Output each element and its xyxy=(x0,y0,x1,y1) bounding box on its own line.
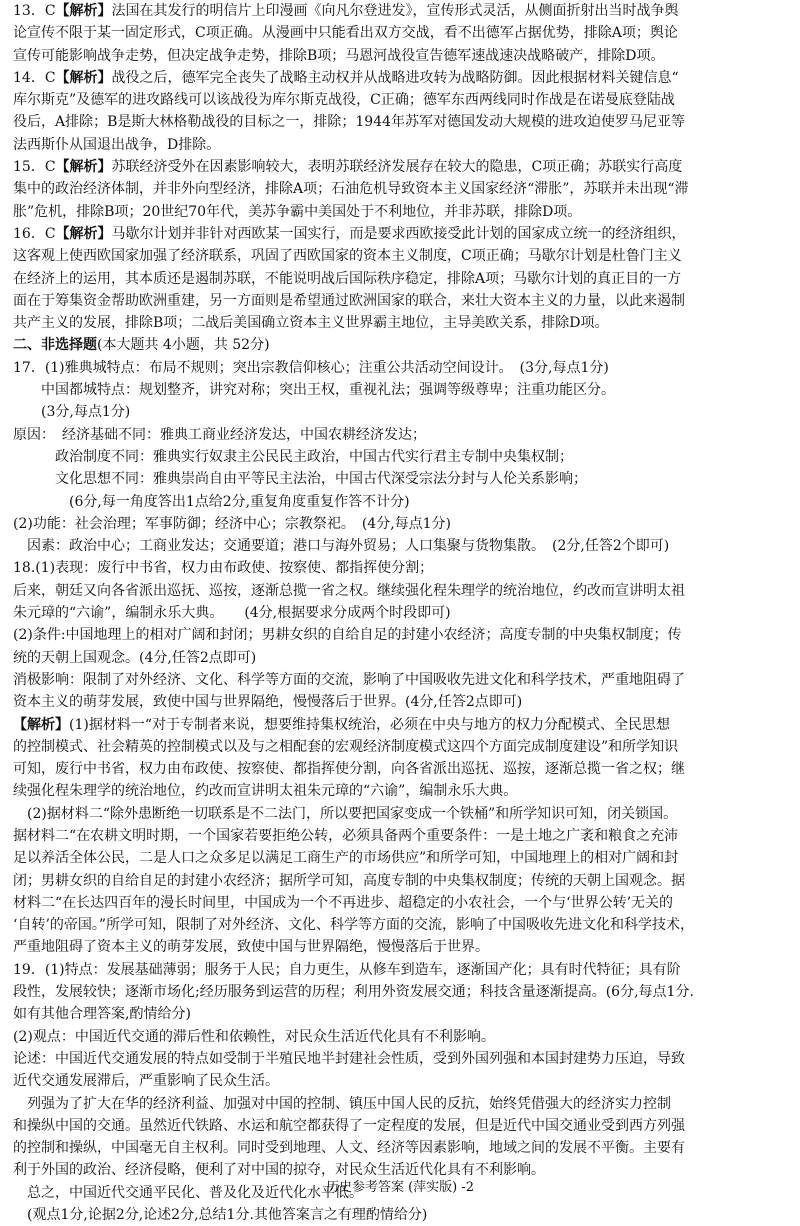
bold-label: 【解析】 xyxy=(55,225,112,242)
line-text: (2)条件:中国地理上的相对广阔和封闭；男耕女织的自给自足的封建小农经济；高度专制的中央集权制度；传 xyxy=(13,627,682,644)
text-line xyxy=(13,847,791,869)
line-text: 中国都城特点：规划整齐，讲究对称；突出王权，重视礼法；强调等级尊卑；注重功能区分。 xyxy=(13,382,615,399)
line-text: 总之，中国近代交通平民化、普及化及近代化水平低。 xyxy=(13,1184,363,1201)
text-line xyxy=(13,936,791,958)
line-text: (2)功能：社会治理；军事防御；经济中心；宗教祭祀。 (4分,每点1分) xyxy=(13,515,452,532)
line-text: 库尔斯克”及德军的进攻路线可以该战役为库尔斯克战役，C正确；德军东西两线同时作战是在诺曼底登陆战 xyxy=(13,92,675,109)
text-line xyxy=(13,1093,791,1115)
line-text: 18.(1)表现：废行中书省，权力由布政使、按察使、都指挥使分割； xyxy=(13,560,434,577)
line-text: 如有其他合理答案,酌情给分) xyxy=(13,1006,191,1023)
text-line xyxy=(13,714,791,736)
bold-label: 【解析】 xyxy=(55,69,112,86)
text-line xyxy=(13,268,791,290)
bold-label: 二、非选择题 xyxy=(13,337,97,354)
text-line xyxy=(13,624,791,646)
line-text: 续强化程朱理学的统治地位，约改而宣讲明太祖朱元璋的“六谕”，编制永乐大典。 xyxy=(13,783,518,800)
text-line xyxy=(13,22,791,44)
text-line xyxy=(13,446,791,468)
text-line xyxy=(13,290,791,312)
text-line xyxy=(13,1048,791,1070)
text-line xyxy=(13,245,791,267)
line-text: 统的天朝上国观念。(4分,任答2点即可) xyxy=(13,649,257,666)
bold-label: 【解析】 xyxy=(55,3,112,19)
line-text: 后来，朝廷又向各省派出巡抚、巡按，逐渐总揽一省之权。继续强化程朱理学的统治地位，约改而宣讲明太祖 xyxy=(13,582,685,599)
line-text: 文化思想不同：雅典崇尚自由平等民主法治，中国古代深受宗法分封与人伦关系影响； xyxy=(13,471,587,488)
text-line xyxy=(13,424,791,446)
text-line xyxy=(13,914,791,936)
text-line xyxy=(13,780,791,802)
text-line xyxy=(13,803,791,825)
line-text: 13．C xyxy=(13,3,56,19)
text-line xyxy=(13,535,791,557)
line-text: 可知，废行中书省，权力由布政使、按察使、都指挥使分割，向各省派出巡抚、巡按，逐渐总揽一省之权；继 xyxy=(13,761,685,778)
text-line xyxy=(13,312,791,334)
line-text: 消极影响：限制了对外经济、文化、科学等方面的交流，影响了中国吸收先进文化和科学技术，严重地阻碍了 xyxy=(13,671,685,688)
line-text: 16．C xyxy=(13,225,56,242)
text-line xyxy=(13,0,791,22)
line-text: 马歇尔计划并非针对西欧某一国实行，而是要求西欧接受此计划的国家成立统一的经济组织， xyxy=(111,225,686,242)
text-line xyxy=(13,669,791,691)
line-text: 宣传可能影响战争走势，但决定战争走势，排除B项；马恩河战役宣告德军速战速决战略破产，排除D项。 xyxy=(13,47,665,64)
line-text: 19．(1)特点：发展基础薄弱；服务于人民；自力更生，从修车到造车，逐渐国产化；具有时代特征；具有阶 xyxy=(13,961,681,978)
bold-label: 【解析】 xyxy=(55,159,112,176)
line-text: 法西斯仆从国退出战争，D排除。 xyxy=(13,136,221,153)
text-line xyxy=(13,491,791,513)
bold-label: 【解析】 xyxy=(13,716,69,733)
text-line xyxy=(13,468,791,490)
text-line xyxy=(13,892,791,914)
line-text: 14．C xyxy=(13,69,56,86)
line-text: 近代交通发展滞后，严重影响了民众生活。 xyxy=(13,1073,279,1090)
text-line xyxy=(13,379,791,401)
text-line xyxy=(13,1115,791,1137)
line-text: 共产主义的发展，排除B项；二战后美国确立资本主义世界霸主地位，主导美欧关系，排除D项。 xyxy=(13,315,609,332)
text-line xyxy=(13,1137,791,1159)
line-text: 役后，A排除；B是斯大林格勒战役的目标之一，排除；1944年苏军对德国发动大规模的进攻迫使罗马尼亚等 xyxy=(13,114,686,131)
line-text: 据材料二“在农耕文明时期，一个国家若要拒绝公转，必须具备两个重要条件：一是土地之广袤和粮食之充沛 xyxy=(13,827,679,844)
line-text: 战役之后，德军完全丧失了战略主动权并从战略进攻转为战略防御。因此根据材料关键信息“ xyxy=(111,69,679,86)
text-line xyxy=(13,513,791,535)
text-line xyxy=(13,201,791,223)
line-text: 严重地阻碍了资本主义的萌芽发展，致使中国与世界隔绝，慢慢落后于世界。 xyxy=(13,939,489,956)
line-text: 因素：政治中心；工商业发达；交通要道；港口与海外贸易；人口集聚与货物集散。 (2分,任答2个即可) xyxy=(13,538,670,555)
text-line xyxy=(13,1070,791,1092)
text-line xyxy=(13,1003,791,1025)
line-text: 苏联经济受外在因素影响较大，表明苏联经济发展存在较大的隐患，C项正确；苏联实行高度 xyxy=(111,159,683,176)
text-line xyxy=(13,981,791,1003)
text-line xyxy=(13,134,791,156)
text-line xyxy=(13,111,791,133)
line-text: 这客观上使西欧国家加强了经济联系，巩固了西欧国家的资本主义制度，C项正确；马歇尔计划是杜鲁门主义 xyxy=(13,248,682,265)
line-text: 原因： 经济基础不同：雅典工商业经济发达，中国农耕经济发达； xyxy=(13,426,426,443)
line-text: 利于外国的政治、经济侵略，便利了对中国的掠夺，对民众生活近代化具有不利影响。 xyxy=(13,1162,545,1179)
line-text: (观点1分,论据2分,论述2分,总结1分.其他答案言之有理酌情给分) xyxy=(13,1207,428,1224)
line-text: ‘自转’的帝国。”所学可知，限制了对外经济、文化、科学等方面的交流，影响了中国吸收先进文化和科学技术， xyxy=(13,917,695,934)
text-line xyxy=(13,691,791,713)
text-line xyxy=(13,557,791,579)
line-text: 列强为了扩大在华的经济利益、加强对中国的控制、镇压中国人民的反抗，始终凭借强大的经济实力控制 xyxy=(13,1095,671,1112)
answer-document xyxy=(13,0,791,1226)
line-text: 闭；男耕女织的自给自足的封建小农经济；据所学可知，高度专制的中央集权制度；传统的天朝上国观念。据 xyxy=(13,872,685,889)
text-line xyxy=(13,870,791,892)
line-text: 论宣传不限于某一固定形式，C项正确。从漫画中只能看出双方交战，看不出德军占据优势，排除A项；舆论 xyxy=(13,25,678,42)
line-text: 朱元璋的“六谕”，编制永乐大典。 (4分,根据要求分成两个时段即可) xyxy=(13,605,451,622)
text-line xyxy=(13,401,791,423)
page-footer: 历史参考答案 (萍实版) -2 xyxy=(325,1180,475,1195)
line-text: (6分,每一角度答出1点给2分,重复角度重复作答不计分) xyxy=(13,493,410,510)
line-text: 15．C xyxy=(13,159,56,176)
line-text: (本大题共 4小题，共 52分) xyxy=(97,337,270,354)
line-text: 17．(1)雅典城特点：布局不规则；突出宗教信仰核心；注重公共活动空间设计。 (3分,每点1分) xyxy=(13,359,609,376)
line-text: 面在于筹集资金帮助欧洲重建，另一方面则是希望通过欧洲国家的联合，来壮大资本主义的力量，以此来遏制 xyxy=(13,292,685,309)
text-line xyxy=(13,334,791,356)
line-text: 法国在其发行的明信片上印漫画《向凡尔登进发》，宣传形式灵活，从侧面折射出当时战争舆 xyxy=(111,3,679,19)
line-text: 在经济上的运用，其本质还是遏制苏联，不能说明战后国际秩序稳定，排除A项；马歇尔计划的真正目的一方 xyxy=(13,270,682,287)
text-line xyxy=(13,89,791,111)
line-text: (3分,每点1分) xyxy=(13,404,131,421)
line-text: 政治制度不同：雅典实行奴隶主公民民主政治，中国古代实行君主专制中央集权制； xyxy=(13,448,573,465)
text-line xyxy=(13,1204,791,1226)
text-line xyxy=(13,45,791,67)
line-text: 资本主义的萌芽发展，致使中国与世界隔绝，慢慢落后于世界。(4分,任答2点即可) xyxy=(13,694,523,711)
text-line xyxy=(13,357,791,379)
text-line xyxy=(13,1026,791,1048)
line-text: 和操纵中国的交通。虽然近代铁路、水运和航空都获得了一定程度的发展，但是近代中国交通业受到西方列强 xyxy=(13,1117,685,1134)
line-text: 论述：中国近代交通发展的特点如受制于半殖民地半封建社会性质，受到外国列强和本国封建势力压迫，导致 xyxy=(13,1050,685,1067)
text-line xyxy=(13,825,791,847)
line-text: 段性，发展较快；逐渐市场化;经历服务到运营的历程；利用外资发展交通；科技含量逐渐提高。(6分,每点1分. xyxy=(13,984,694,1001)
text-line xyxy=(13,67,791,89)
line-text: (2)据材料二“除外患断绝一切联系是不二法门，所以要把国家变成一个铁桶”和所学知识可知，闭关锁国。 xyxy=(13,805,678,822)
text-line xyxy=(13,602,791,624)
line-text: 胀”危机，排除B项；20世纪70年代，美苏争霸中美国处于不利地位，并非苏联，排除D项。 xyxy=(13,203,582,220)
text-line xyxy=(13,647,791,669)
text-line xyxy=(13,156,791,178)
text-line xyxy=(13,758,791,780)
text-line xyxy=(13,959,791,981)
line-text: 足以养活全体公民，二是人口之众多足以满足工商生产的市场供应”和所学可知，中国地理上的相对广阔和封 xyxy=(13,850,679,867)
text-line xyxy=(13,178,791,200)
line-text: (1)据材料一“对于专制者来说，想要维持集权统治，必须在中央与地方的权力分配模式、全民思想 xyxy=(69,716,670,733)
text-line xyxy=(13,736,791,758)
text-line xyxy=(13,580,791,602)
line-text: 的控制模式、社会精英的控制模式以及与之相配套的宏观经济制度模式这四个方面完成制度建设”和所学知识 xyxy=(13,738,679,755)
line-text: 材料二“在长达四百年的漫长时间里，中国成为一个不再进步、超稳定的小农社会，一个与‘世界公转’无关的 xyxy=(13,894,674,911)
line-text: 的控制和操纵，中国毫无自主权利。同时受到地理、人文、经济等因素影响，地域之间的发展不平衡。主要有 xyxy=(13,1140,685,1157)
line-text: (2)观点：中国近代交通的滞后性和依赖性，对民众生活近代化具有不利影响。 xyxy=(13,1028,495,1045)
text-line xyxy=(13,223,791,245)
line-text: 集中的政治经济体制，并非外向型经济，排除A项；石油危机导致资本主义国家经济“滞胀”，苏联并未出现“滞 xyxy=(13,181,689,198)
